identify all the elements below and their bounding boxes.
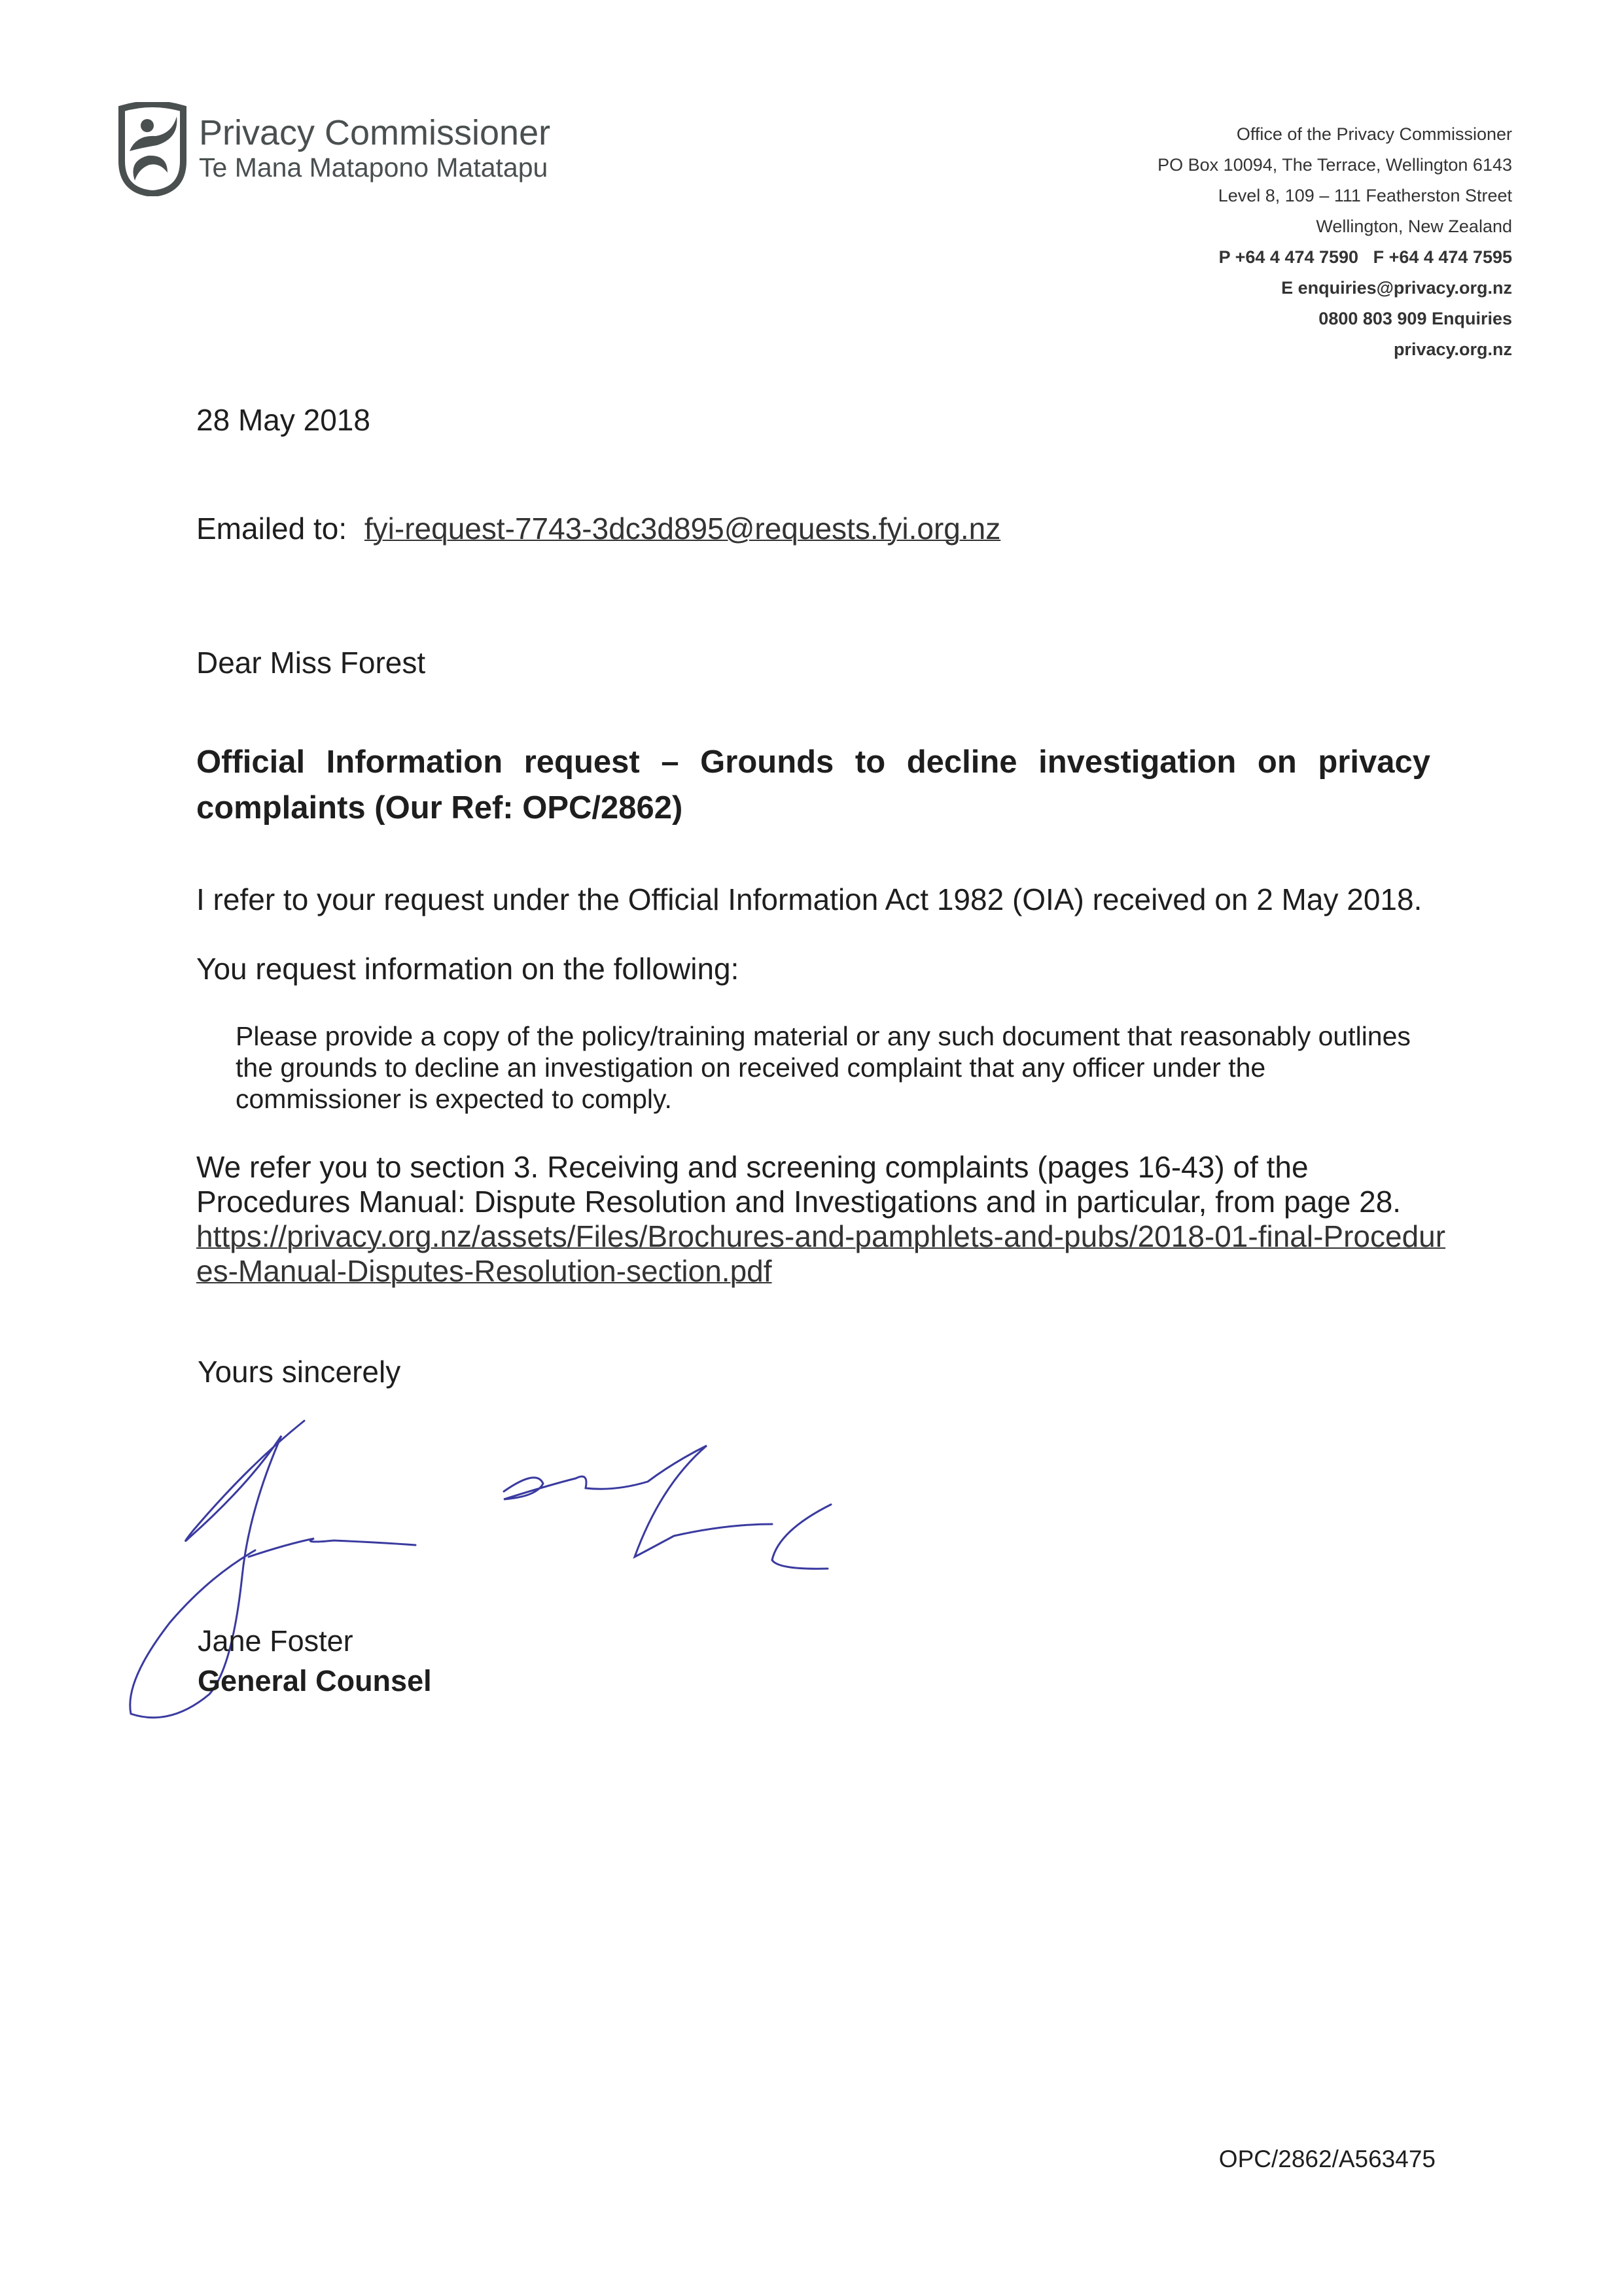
logo-title: Privacy Commissioner — [199, 113, 551, 152]
quoted-request: Please provide a copy of the policy/training material or any such document that reasonably outlines the grounds to decline an investigation on received complaint that any officer under the commissioner is expected to comply. — [236, 1021, 1411, 1114]
phone-fax: P +64 4 474 7590 F +64 4 474 7595 — [1218, 247, 1512, 267]
address-block — [1157, 119, 1512, 365]
address-line: Level 8, 109 – 111 Featherston Street — [1218, 186, 1512, 205]
salutation: Dear Miss Forest — [196, 646, 426, 680]
address-line: Office of the Privacy Commissioner — [1236, 124, 1512, 144]
closing: Yours sincerely — [198, 1355, 401, 1389]
paragraph-3-text: We refer you to section 3. Receiving and screening complaints (pages 16-43) of the Procedures Manual: Dispute Resolution and Investigations and in particular, from page 28. — [196, 1150, 1402, 1219]
emailed-to — [196, 512, 1000, 546]
subject-heading: Official Information request – Grounds to decline investigation on privacy complaints (Our Ref: OPC/2862) — [196, 744, 1430, 826]
email: E enquiries@privacy.org.nz — [1281, 278, 1512, 298]
paragraph-2: You request information on the following: — [196, 952, 739, 986]
procedures-manual-link[interactable]: https://privacy.org.nz/assets/Files/Brochures-and-pamphlets-and-pubs/2018-01-final-Procedures-Manual-Disputes-Resolution-section.pdf — [196, 1219, 1446, 1288]
letter-date: 28 May 2018 — [196, 403, 370, 437]
paragraph-1: I refer to your request under the Official Information Act 1982 (OIA) received on 2 May 2018. — [196, 882, 1422, 916]
enquiries-phone: 0800 803 909 Enquiries — [1318, 309, 1512, 328]
privacy-commissioner-logo-icon — [116, 102, 188, 196]
emailed-label: Emailed to: — [196, 512, 347, 546]
website: privacy.org.nz — [1393, 339, 1512, 359]
document-reference: OPC/2862/A563475 — [1218, 2146, 1436, 2172]
recipient-email-link[interactable]: fyi-request-7743-3dc3d895@requests.fyi.org.nz — [364, 512, 1001, 546]
signer-name: Jane Foster — [198, 1624, 353, 1658]
address-line: PO Box 10094, The Terrace, Wellington 6143 — [1157, 155, 1512, 175]
address-line: Wellington, New Zealand — [1316, 217, 1512, 236]
paragraph-3 — [196, 1150, 1453, 1289]
logo-subtitle: Te Mana Matapono Matatapu — [199, 152, 548, 183]
signer-title: General Counsel — [198, 1664, 432, 1697]
